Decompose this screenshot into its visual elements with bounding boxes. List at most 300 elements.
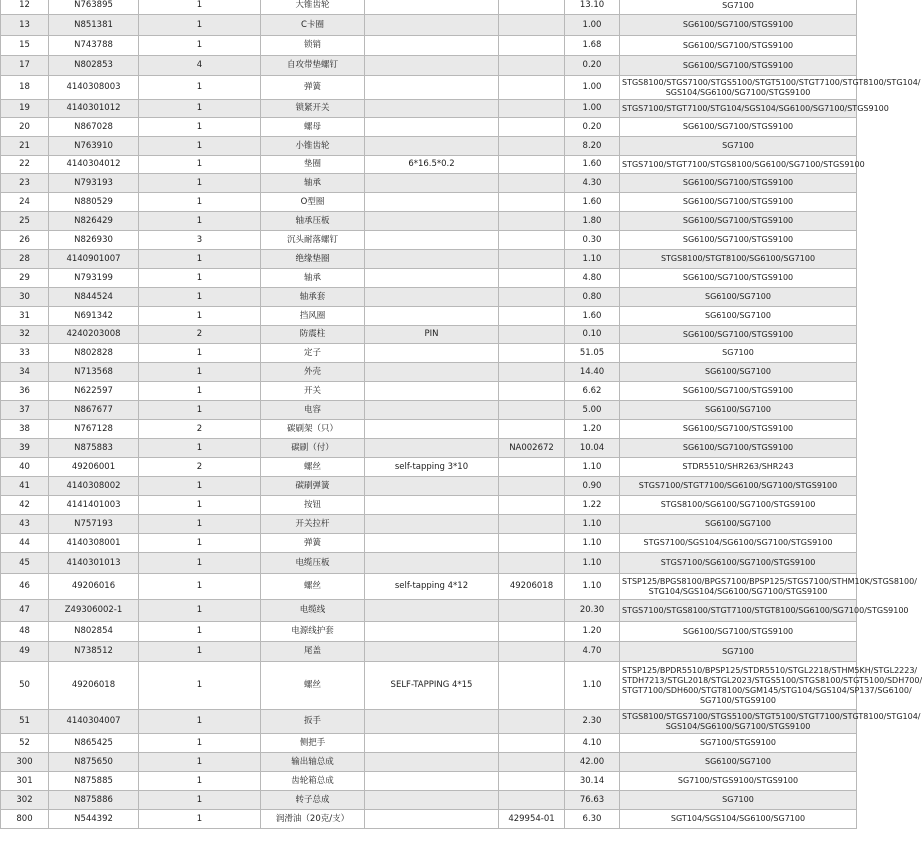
part-price: 1.10 xyxy=(565,574,620,600)
part-name: 输出轴总成 xyxy=(261,753,365,772)
part-code: N738512 xyxy=(49,642,139,662)
part-code: N802854 xyxy=(49,622,139,642)
part-alt-code xyxy=(499,363,565,382)
part-spec xyxy=(365,477,499,496)
part-alt-code xyxy=(499,622,565,642)
part-price: 4.80 xyxy=(565,269,620,288)
part-spec: self-tapping 3*10 xyxy=(365,458,499,477)
part-alt-code xyxy=(499,250,565,269)
table-row xyxy=(1,0,857,15)
part-spec xyxy=(365,212,499,231)
part-price: 0.10 xyxy=(565,326,620,344)
part-quantity: 1 xyxy=(139,212,261,231)
part-spec xyxy=(365,137,499,156)
applicable-models: SG7100 xyxy=(620,344,857,363)
part-spec: self-tapping 4*12 xyxy=(365,574,499,600)
table-row xyxy=(1,734,857,753)
part-alt-code xyxy=(499,174,565,193)
part-spec xyxy=(365,100,499,118)
part-code: 4140301013 xyxy=(49,553,139,574)
part-code: N826429 xyxy=(49,212,139,231)
part-price: 4.30 xyxy=(565,174,620,193)
part-number: 42 xyxy=(1,496,49,515)
part-spec xyxy=(365,439,499,458)
part-alt-code xyxy=(499,642,565,662)
part-alt-code xyxy=(499,56,565,76)
part-name: 轴承压板 xyxy=(261,212,365,231)
part-number: 19 xyxy=(1,100,49,118)
part-code: N793193 xyxy=(49,174,139,193)
part-name: 弹簧 xyxy=(261,76,365,100)
applicable-models: SG7100 xyxy=(620,791,857,810)
part-name: 锁紧开关 xyxy=(261,100,365,118)
part-code: N826930 xyxy=(49,231,139,250)
part-spec xyxy=(365,118,499,137)
table-row xyxy=(1,174,857,193)
applicable-models: SGT104/SGS104/SG6100/SG7100 xyxy=(620,810,857,829)
applicable-models: STSP125/BPDR5510/BPSP125/STDR5510/STGL2218/STHM5KH/STGL2223/ STDH7213/STGL2018/STGL2023/STGS5100/STGS8100/STGT5100/SDH700/ STGT7100/SDH600/STGT8100/SGM145/STG104/SGS104/SP137/SG6100/ SG7100/STGS9100 xyxy=(620,662,857,710)
part-alt-code xyxy=(499,458,565,477)
part-price: 0.30 xyxy=(565,231,620,250)
part-code: 4140301012 xyxy=(49,100,139,118)
part-spec xyxy=(365,307,499,326)
part-price: 51.05 xyxy=(565,344,620,363)
part-spec xyxy=(365,231,499,250)
applicable-models: SG6100/SG7100 xyxy=(620,288,857,307)
part-code: N691342 xyxy=(49,307,139,326)
part-alt-code xyxy=(499,791,565,810)
part-price: 0.90 xyxy=(565,477,620,496)
part-name: 电缆线 xyxy=(261,600,365,622)
part-quantity: 4 xyxy=(139,56,261,76)
part-name: 轴承 xyxy=(261,174,365,193)
applicable-models: SG6100/SG7100 xyxy=(620,363,857,382)
table-row xyxy=(1,231,857,250)
part-name: 弹簧 xyxy=(261,534,365,553)
part-alt-code xyxy=(499,496,565,515)
table-row xyxy=(1,791,857,810)
part-code: 4140308001 xyxy=(49,534,139,553)
part-number: 301 xyxy=(1,772,49,791)
part-alt-code xyxy=(499,307,565,326)
part-price: 20.30 xyxy=(565,600,620,622)
part-alt-code xyxy=(499,100,565,118)
part-number: 21 xyxy=(1,137,49,156)
part-code: N763895 xyxy=(49,0,139,15)
part-code: N763910 xyxy=(49,137,139,156)
part-spec xyxy=(365,600,499,622)
applicable-models: SG6100/SG7100/STGS9100 xyxy=(620,174,857,193)
part-code: N622597 xyxy=(49,382,139,401)
part-number: 40 xyxy=(1,458,49,477)
part-code: N867677 xyxy=(49,401,139,420)
applicable-models: SG7100 xyxy=(620,642,857,662)
part-number: 29 xyxy=(1,269,49,288)
part-name: 螺丝 xyxy=(261,574,365,600)
part-price: 1.10 xyxy=(565,250,620,269)
applicable-models: STGS7100/SGS104/SG6100/SG7100/STGS9100 xyxy=(620,534,857,553)
table-row xyxy=(1,401,857,420)
part-price: 13.10 xyxy=(565,0,620,15)
part-spec xyxy=(365,193,499,212)
part-alt-code xyxy=(499,710,565,734)
part-price: 1.68 xyxy=(565,36,620,56)
part-spec xyxy=(365,56,499,76)
part-quantity: 1 xyxy=(139,250,261,269)
part-name: 碳刷弹簧 xyxy=(261,477,365,496)
part-spec xyxy=(365,791,499,810)
part-number: 50 xyxy=(1,662,49,710)
part-name: 转子总成 xyxy=(261,791,365,810)
part-number: 20 xyxy=(1,118,49,137)
part-quantity: 1 xyxy=(139,553,261,574)
part-name: 扳手 xyxy=(261,710,365,734)
applicable-models: SG6100/SG7100/STGS9100 xyxy=(620,382,857,401)
table-row xyxy=(1,534,857,553)
part-spec xyxy=(365,622,499,642)
part-number: 39 xyxy=(1,439,49,458)
applicable-models: STGS7100/STGT7100/STG104/SGS104/SG6100/SG7100/STGS9100 xyxy=(620,100,857,118)
part-alt-code xyxy=(499,477,565,496)
part-price: 1.80 xyxy=(565,212,620,231)
table-row xyxy=(1,250,857,269)
part-price: 6.62 xyxy=(565,382,620,401)
part-price: 2.30 xyxy=(565,710,620,734)
part-number: 43 xyxy=(1,515,49,534)
part-spec xyxy=(365,36,499,56)
part-name: 小锥齿轮 xyxy=(261,137,365,156)
part-quantity: 1 xyxy=(139,753,261,772)
part-spec xyxy=(365,515,499,534)
table-row xyxy=(1,118,857,137)
part-number: 41 xyxy=(1,477,49,496)
part-price: 30.14 xyxy=(565,772,620,791)
part-alt-code xyxy=(499,231,565,250)
applicable-models: STGS8100/STGT8100/SG6100/SG7100 xyxy=(620,250,857,269)
part-number: 36 xyxy=(1,382,49,401)
part-quantity: 1 xyxy=(139,288,261,307)
part-code: N793199 xyxy=(49,269,139,288)
table-row xyxy=(1,622,857,642)
part-quantity: 1 xyxy=(139,307,261,326)
part-number: 22 xyxy=(1,156,49,174)
part-price: 0.80 xyxy=(565,288,620,307)
part-alt-code xyxy=(499,600,565,622)
part-quantity: 3 xyxy=(139,231,261,250)
part-name: 碳刷架（只） xyxy=(261,420,365,439)
part-code: N802828 xyxy=(49,344,139,363)
part-price: 1.10 xyxy=(565,458,620,477)
part-quantity: 1 xyxy=(139,810,261,829)
part-spec xyxy=(365,534,499,553)
part-alt-code xyxy=(499,76,565,100)
part-price: 6.30 xyxy=(565,810,620,829)
table-row xyxy=(1,600,857,622)
part-name: 轴承套 xyxy=(261,288,365,307)
applicable-models: SG6100/SG7100/STGS9100 xyxy=(620,326,857,344)
part-quantity: 1 xyxy=(139,791,261,810)
part-code: N767128 xyxy=(49,420,139,439)
part-number: 23 xyxy=(1,174,49,193)
part-name: 螺丝 xyxy=(261,458,365,477)
part-price: 1.10 xyxy=(565,662,620,710)
part-number: 17 xyxy=(1,56,49,76)
part-price: 1.60 xyxy=(565,307,620,326)
part-alt-code xyxy=(499,326,565,344)
part-name: 挡风圈 xyxy=(261,307,365,326)
part-alt-code xyxy=(499,553,565,574)
part-name: 尾盖 xyxy=(261,642,365,662)
part-code: N844524 xyxy=(49,288,139,307)
applicable-models: SG7100 xyxy=(620,137,857,156)
part-spec xyxy=(365,363,499,382)
applicable-models: STSP125/BPGS8100/BPGS7100/BPSP125/STGS7100/STHM10K/STGS8100/ STG104/SGS104/SG6100/SG7100/STGS9100 xyxy=(620,574,857,600)
applicable-models: STGS7100/STGT7100/STGS8100/SG6100/SG7100/STGS9100 xyxy=(620,156,857,174)
part-spec: SELF-TAPPING 4*15 xyxy=(365,662,499,710)
part-number: 13 xyxy=(1,15,49,36)
part-name: 电源线护套 xyxy=(261,622,365,642)
applicable-models: SG6100/SG7100/STGS9100 xyxy=(620,212,857,231)
part-quantity: 2 xyxy=(139,420,261,439)
part-quantity: 1 xyxy=(139,574,261,600)
part-alt-code xyxy=(499,534,565,553)
applicable-models: SG6100/SG7100 xyxy=(620,307,857,326)
part-alt-code: 49206018 xyxy=(499,574,565,600)
table-row xyxy=(1,553,857,574)
part-quantity: 1 xyxy=(139,137,261,156)
table-row xyxy=(1,363,857,382)
applicable-models: STGS7100/STGT7100/SG6100/SG7100/STGS9100 xyxy=(620,477,857,496)
part-spec xyxy=(365,250,499,269)
part-spec xyxy=(365,642,499,662)
part-spec: PIN xyxy=(365,326,499,344)
part-number: 34 xyxy=(1,363,49,382)
part-code: 4140901007 xyxy=(49,250,139,269)
applicable-models: SG7100/STGS9100/STGS9100 xyxy=(620,772,857,791)
part-quantity: 2 xyxy=(139,458,261,477)
part-spec xyxy=(365,174,499,193)
part-number: 38 xyxy=(1,420,49,439)
part-code: N875883 xyxy=(49,439,139,458)
part-price: 0.20 xyxy=(565,118,620,137)
part-name: 螺母 xyxy=(261,118,365,137)
part-name: 自攻带垫螺钉 xyxy=(261,56,365,76)
part-quantity: 1 xyxy=(139,439,261,458)
part-number: 302 xyxy=(1,791,49,810)
part-spec xyxy=(365,288,499,307)
part-code: Z49306002-1 xyxy=(49,600,139,622)
part-price: 5.00 xyxy=(565,401,620,420)
table-row xyxy=(1,288,857,307)
table-row xyxy=(1,56,857,76)
part-spec xyxy=(365,344,499,363)
part-code: N713568 xyxy=(49,363,139,382)
table-row xyxy=(1,137,857,156)
part-alt-code xyxy=(499,344,565,363)
part-quantity: 2 xyxy=(139,326,261,344)
applicable-models: STGS7100/STGS8100/STGT7100/STGT8100/SG6100/SG7100/STGS9100 xyxy=(620,600,857,622)
part-alt-code: 429954-01 xyxy=(499,810,565,829)
part-name: 螺丝 xyxy=(261,662,365,710)
part-spec xyxy=(365,269,499,288)
part-code: 4140304007 xyxy=(49,710,139,734)
applicable-models: STDR5510/SHR263/SHR243 xyxy=(620,458,857,477)
part-name: O型圈 xyxy=(261,193,365,212)
part-name: 大锥齿轮 xyxy=(261,0,365,15)
part-code: N880529 xyxy=(49,193,139,212)
part-price: 10.04 xyxy=(565,439,620,458)
part-spec xyxy=(365,753,499,772)
part-quantity: 1 xyxy=(139,363,261,382)
part-spec xyxy=(365,420,499,439)
table-row xyxy=(1,439,857,458)
part-code: 4240203008 xyxy=(49,326,139,344)
table-row xyxy=(1,193,857,212)
part-name: 齿轮箱总成 xyxy=(261,772,365,791)
part-quantity: 1 xyxy=(139,156,261,174)
part-quantity: 1 xyxy=(139,0,261,15)
part-alt-code xyxy=(499,734,565,753)
part-price: 1.10 xyxy=(565,515,620,534)
part-alt-code: NA002672 xyxy=(499,439,565,458)
part-name: 垫圈 xyxy=(261,156,365,174)
part-quantity: 1 xyxy=(139,193,261,212)
table-row xyxy=(1,382,857,401)
applicable-models: STGS8100/SG6100/SG7100/STGS9100 xyxy=(620,496,857,515)
part-code: N544392 xyxy=(49,810,139,829)
applicable-models: SG6100/SG7100/STGS9100 xyxy=(620,15,857,36)
table-row xyxy=(1,458,857,477)
part-quantity: 1 xyxy=(139,772,261,791)
part-price: 1.10 xyxy=(565,553,620,574)
table-row xyxy=(1,420,857,439)
part-number: 49 xyxy=(1,642,49,662)
part-name: 开关拉杆 xyxy=(261,515,365,534)
table-row xyxy=(1,326,857,344)
part-name: 绝缘垫圈 xyxy=(261,250,365,269)
part-name: C卡圈 xyxy=(261,15,365,36)
part-alt-code xyxy=(499,382,565,401)
part-name: 锁销 xyxy=(261,36,365,56)
part-code: N875650 xyxy=(49,753,139,772)
applicable-models: SG6100/SG7100 xyxy=(620,401,857,420)
part-number: 33 xyxy=(1,344,49,363)
table-row xyxy=(1,496,857,515)
part-number: 300 xyxy=(1,753,49,772)
table-row xyxy=(1,212,857,231)
part-quantity: 1 xyxy=(139,118,261,137)
part-number: 44 xyxy=(1,534,49,553)
part-number: 26 xyxy=(1,231,49,250)
part-quantity: 1 xyxy=(139,100,261,118)
part-price: 1.00 xyxy=(565,76,620,100)
part-quantity: 1 xyxy=(139,344,261,363)
part-number: 52 xyxy=(1,734,49,753)
part-quantity: 1 xyxy=(139,36,261,56)
part-price: 1.10 xyxy=(565,534,620,553)
part-quantity: 1 xyxy=(139,401,261,420)
part-code: N757193 xyxy=(49,515,139,534)
part-alt-code xyxy=(499,0,565,15)
part-number: 30 xyxy=(1,288,49,307)
applicable-models: SG6100/SG7100/STGS9100 xyxy=(620,622,857,642)
part-quantity: 1 xyxy=(139,15,261,36)
part-number: 12 xyxy=(1,0,49,15)
part-alt-code xyxy=(499,772,565,791)
part-number: 800 xyxy=(1,810,49,829)
part-code: N743788 xyxy=(49,36,139,56)
part-quantity: 1 xyxy=(139,622,261,642)
applicable-models: SG6100/SG7100/STGS9100 xyxy=(620,193,857,212)
part-spec xyxy=(365,15,499,36)
part-name: 润滑油（20克/支） xyxy=(261,810,365,829)
table-row xyxy=(1,344,857,363)
part-name: 碳刷（付） xyxy=(261,439,365,458)
part-price: 1.00 xyxy=(565,15,620,36)
part-code: 49206016 xyxy=(49,574,139,600)
table-row xyxy=(1,307,857,326)
part-quantity: 1 xyxy=(139,600,261,622)
part-quantity: 1 xyxy=(139,496,261,515)
part-alt-code xyxy=(499,288,565,307)
part-spec xyxy=(365,810,499,829)
part-quantity: 1 xyxy=(139,76,261,100)
part-alt-code xyxy=(499,420,565,439)
part-quantity: 1 xyxy=(139,710,261,734)
part-alt-code xyxy=(499,212,565,231)
part-spec xyxy=(365,0,499,15)
table-row xyxy=(1,574,857,600)
table-row xyxy=(1,477,857,496)
part-alt-code xyxy=(499,36,565,56)
table-row xyxy=(1,753,857,772)
part-number: 18 xyxy=(1,76,49,100)
part-number: 25 xyxy=(1,212,49,231)
part-number: 32 xyxy=(1,326,49,344)
applicable-models: SG6100/SG7100/STGS9100 xyxy=(620,118,857,137)
part-price: 1.00 xyxy=(565,100,620,118)
parts-table-body xyxy=(1,0,922,829)
part-alt-code xyxy=(499,753,565,772)
part-quantity: 1 xyxy=(139,642,261,662)
part-spec xyxy=(365,734,499,753)
part-quantity: 1 xyxy=(139,477,261,496)
part-name: 电缆压板 xyxy=(261,553,365,574)
part-code: 4140308003 xyxy=(49,76,139,100)
applicable-models: SG7100 xyxy=(620,0,857,15)
part-number: 47 xyxy=(1,600,49,622)
part-quantity: 1 xyxy=(139,382,261,401)
part-spec xyxy=(365,553,499,574)
part-number: 28 xyxy=(1,250,49,269)
table-row xyxy=(1,100,857,118)
part-spec: 6*16.5*0.2 xyxy=(365,156,499,174)
part-name: 防震柱 xyxy=(261,326,365,344)
table-row xyxy=(1,156,857,174)
part-code: N875886 xyxy=(49,791,139,810)
table-row xyxy=(1,36,857,56)
table-row xyxy=(1,662,857,710)
part-code: 4140308002 xyxy=(49,477,139,496)
part-code: 49206018 xyxy=(49,662,139,710)
part-quantity: 1 xyxy=(139,269,261,288)
part-number: 37 xyxy=(1,401,49,420)
part-alt-code xyxy=(499,401,565,420)
applicable-models: SG6100/SG7100/STGS9100 xyxy=(620,36,857,56)
table-row xyxy=(1,772,857,791)
part-spec xyxy=(365,382,499,401)
applicable-models: SG6100/SG7100/STGS9100 xyxy=(620,439,857,458)
